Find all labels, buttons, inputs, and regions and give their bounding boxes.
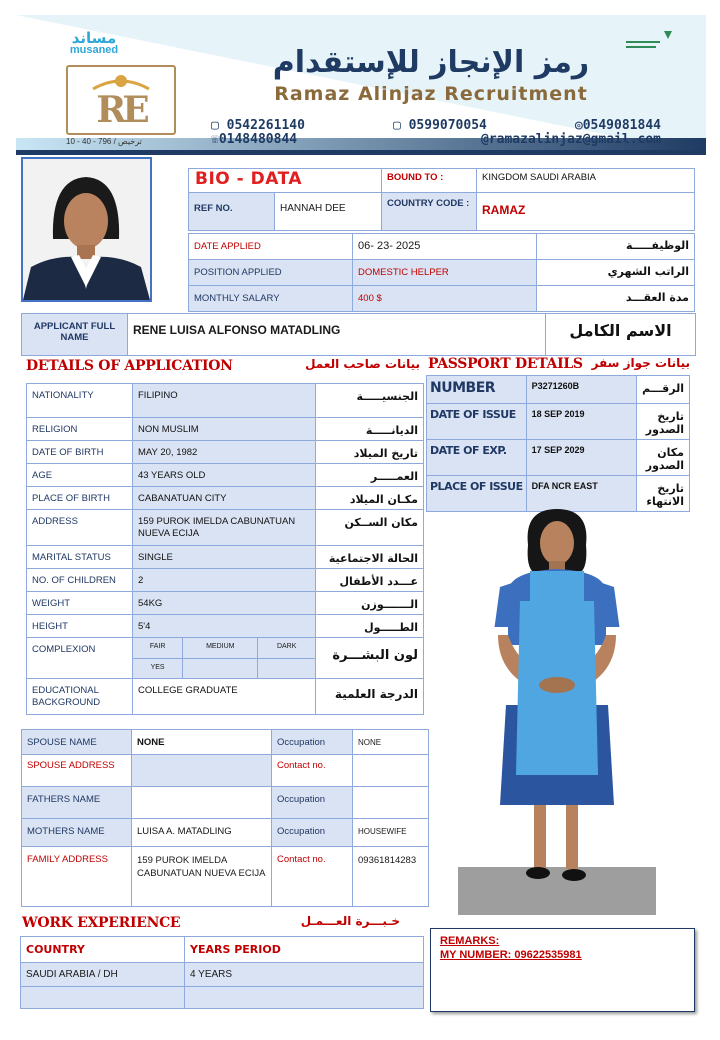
work-country-header bbox=[21, 937, 185, 963]
family-contact-value-cell bbox=[353, 847, 429, 907]
details-ar-cell bbox=[316, 384, 424, 418]
work-country-cell bbox=[21, 963, 185, 987]
details-label-cell bbox=[27, 418, 133, 441]
work-country: SAUDI ARABIA / DH bbox=[26, 969, 118, 980]
spouse-occupation-label-cell bbox=[272, 730, 353, 755]
remarks-label: REMARKS: bbox=[440, 935, 500, 947]
remarks-box bbox=[430, 928, 695, 1012]
details-ar: تاريخ الميلاد bbox=[353, 447, 418, 460]
details-label: ADDRESS bbox=[32, 516, 78, 527]
spouse-occupation-value: NONE bbox=[358, 738, 382, 747]
details-value: 54KG bbox=[138, 598, 163, 609]
remarks-my-number: MY NUMBER: 09622535981 bbox=[440, 949, 582, 961]
details-title: DETAILS OF APPLICATION bbox=[26, 358, 233, 374]
details-label-cell bbox=[27, 569, 133, 592]
date-applied-ar-cell bbox=[537, 234, 695, 260]
details-value: NON MUSLIM bbox=[138, 424, 199, 435]
complexion-fair: FAIR bbox=[133, 638, 183, 658]
details-label-cell bbox=[27, 464, 133, 487]
details-value: 43 YEARS OLD bbox=[138, 470, 206, 481]
passport-ar: الرقـــم bbox=[642, 382, 684, 395]
telephone: ☏0148480844 bbox=[211, 132, 298, 147]
salary-ar: مدة العقـــد bbox=[625, 291, 689, 304]
details-label-cell bbox=[27, 615, 133, 638]
fathers-name-label-cell bbox=[22, 787, 132, 819]
details-row bbox=[27, 487, 424, 510]
passport-row bbox=[427, 376, 690, 404]
details-value: SINGLE bbox=[138, 552, 173, 563]
details-ar: العمـــــر bbox=[370, 470, 418, 483]
details-row bbox=[27, 464, 424, 487]
passport-label-cell bbox=[427, 376, 527, 404]
bound-to-value: KINGDOM SAUDI ARABIA bbox=[482, 172, 597, 183]
passport-label-cell bbox=[427, 404, 527, 440]
date-applied-label-cell bbox=[189, 234, 353, 260]
applicant-label: APPLICANT FULL NAME bbox=[33, 321, 116, 343]
company-logo: RE bbox=[66, 65, 176, 135]
passport-label: NUMBER bbox=[430, 380, 496, 396]
phone-3: ◎0549081844 bbox=[574, 118, 661, 133]
application-summary-table bbox=[188, 233, 695, 312]
details-ar: الحالة الاجتماعية bbox=[328, 552, 418, 565]
details-ar: مكان الســكن bbox=[344, 516, 418, 529]
position-label-cell bbox=[189, 260, 353, 286]
details-label: PLACE OF BIRTH bbox=[32, 493, 110, 504]
details-ar-cell bbox=[316, 487, 424, 510]
spouse-address-value-cell bbox=[132, 755, 272, 787]
passport-ar-cell bbox=[636, 404, 689, 440]
details-row bbox=[27, 510, 424, 546]
phone-1: ▢ 0542261140 bbox=[211, 118, 305, 133]
country-code-label: COUNTRY CODE : bbox=[387, 198, 470, 209]
spouse-contact-label-cell bbox=[272, 755, 353, 787]
applicant-ar: الاسم الكامل bbox=[569, 321, 672, 340]
work-years-cell bbox=[185, 963, 424, 987]
passport-ar-cell bbox=[636, 440, 689, 476]
details-ar-cell bbox=[316, 464, 424, 487]
mothers-occupation-value: HOUSEWIFE bbox=[358, 827, 407, 836]
spouse-address-label: SPOUSE ADDRESS bbox=[27, 760, 115, 771]
work-row bbox=[21, 963, 424, 987]
passport-title: PASSPORT DETAILS bbox=[428, 356, 583, 372]
applicant-full-body-photo bbox=[458, 505, 656, 915]
bound-to-value-cell bbox=[477, 169, 695, 193]
fathers-occupation-label: Occupation bbox=[277, 794, 326, 805]
details-ar: الـــــــوزن bbox=[361, 598, 418, 611]
passport-value-cell bbox=[526, 404, 636, 440]
passport-table bbox=[426, 375, 690, 512]
details-row bbox=[27, 418, 424, 441]
applicant-value-cell bbox=[128, 314, 546, 356]
contact-line bbox=[211, 132, 661, 147]
details-ar-cell bbox=[316, 569, 424, 592]
details-ar: الطـــــول bbox=[364, 621, 418, 634]
details-row bbox=[27, 384, 424, 418]
country-code-label-cell bbox=[382, 193, 477, 231]
details-label-cell bbox=[27, 510, 133, 546]
details-label-cell bbox=[27, 487, 133, 510]
ref-label: REF NO. bbox=[194, 203, 233, 214]
musaned-logo: مساند musaned bbox=[69, 29, 119, 56]
passport-value-cell bbox=[526, 440, 636, 476]
details-value: CABANATUAN CITY bbox=[138, 493, 227, 504]
passport-value: DFA NCR EAST bbox=[531, 481, 598, 491]
salary-value-cell bbox=[353, 286, 537, 312]
mothers-name-value: LUISA A. MATADLING bbox=[137, 826, 232, 837]
country-code-value: RAMAZ bbox=[482, 203, 526, 217]
passport-label: DATE OF ISSUE bbox=[430, 408, 516, 421]
details-label-cell bbox=[27, 384, 133, 418]
mothers-occupation-label: Occupation bbox=[277, 826, 326, 837]
complexion-medium: MEDIUM bbox=[183, 638, 258, 658]
mothers-name-value-cell bbox=[132, 819, 272, 847]
details-label: MARITAL STATUS bbox=[32, 552, 111, 563]
details-value: 5'4 bbox=[138, 621, 151, 632]
passport-ar: تاريخ الصدور bbox=[645, 410, 684, 436]
date-applied-value-cell bbox=[353, 234, 537, 260]
details-label: NATIONALITY bbox=[32, 390, 94, 401]
details-row bbox=[27, 569, 424, 592]
spouse-name-label: SPOUSE NAME bbox=[27, 737, 97, 748]
details-value-cell bbox=[133, 384, 316, 418]
work-years-header bbox=[185, 937, 424, 963]
date-applied-ar: الوظيفـــــة bbox=[625, 239, 689, 252]
details-label: RELIGION bbox=[32, 424, 78, 435]
position-value: DOMESTIC HELPER bbox=[358, 267, 449, 278]
complexion-medium-mark bbox=[183, 658, 258, 678]
mothers-name-label: MOTHERS NAME bbox=[27, 826, 105, 837]
phone-2: ▢ 0599070054 bbox=[392, 118, 487, 133]
details-label: NO. OF CHILDREN bbox=[32, 575, 116, 586]
details-label: AGE bbox=[32, 470, 53, 481]
mothers-occupation-label-cell bbox=[272, 819, 353, 847]
education-ar: الدرجة العلمية bbox=[334, 687, 418, 701]
ref-value: HANNAH DEE bbox=[280, 203, 346, 214]
passport-ar-cell bbox=[636, 376, 689, 404]
passport-ar: مكان الصدور bbox=[645, 446, 684, 472]
details-value-cell bbox=[133, 464, 316, 487]
passport-value-cell bbox=[526, 376, 636, 404]
spouse-name-value: NONE bbox=[137, 737, 165, 748]
passport-row bbox=[427, 440, 690, 476]
details-ar-cell bbox=[316, 510, 424, 546]
bound-to-label-cell bbox=[382, 169, 477, 193]
fathers-occupation-label-cell bbox=[272, 787, 353, 819]
passport-label: DATE OF EXP. bbox=[430, 444, 507, 457]
family-contact-value: 09361814283 bbox=[358, 855, 417, 866]
details-ar-cell bbox=[316, 592, 424, 615]
email: @ramazalinjaz@gmail.com bbox=[480, 132, 661, 147]
details-title-ar: بيانات صاحب العمل bbox=[305, 357, 420, 371]
details-ar-cell bbox=[316, 546, 424, 569]
details-value-cell bbox=[133, 510, 316, 546]
details-value-cell bbox=[133, 441, 316, 464]
mothers-occupation-value-cell bbox=[353, 819, 429, 847]
family-address-label: FAMILY ADDRESS bbox=[27, 854, 108, 865]
work-title: WORK EXPERIENCE bbox=[22, 915, 181, 931]
complexion-options-cell bbox=[133, 638, 316, 679]
passport-row bbox=[427, 404, 690, 440]
spouse-contact-label: Contact no. bbox=[277, 760, 326, 771]
details-ar-cell bbox=[316, 615, 424, 638]
education-ar-cell bbox=[316, 679, 424, 715]
country-code-value-cell bbox=[477, 193, 695, 231]
salary-label: MONTHLY SALARY bbox=[194, 293, 280, 304]
date-applied-value: 06- 23- 2025 bbox=[358, 240, 421, 252]
complexion-dark: DARK bbox=[258, 638, 315, 658]
family-table bbox=[21, 729, 429, 907]
family-address-label-cell bbox=[22, 847, 132, 907]
details-row bbox=[27, 592, 424, 615]
details-value-cell bbox=[133, 487, 316, 510]
details-value: MAY 20, 1982 bbox=[138, 447, 198, 458]
details-value-cell bbox=[133, 546, 316, 569]
work-years: 4 YEARS bbox=[190, 969, 233, 980]
passport-value: 18 SEP 2019 bbox=[531, 409, 585, 419]
family-address-value-cell bbox=[132, 847, 272, 907]
passport-value: 17 SEP 2029 bbox=[531, 445, 585, 455]
passport-label-cell bbox=[427, 440, 527, 476]
salary-label-cell bbox=[189, 286, 353, 312]
spouse-address-label-cell bbox=[22, 755, 132, 787]
ref-value-cell bbox=[275, 193, 382, 231]
education-row bbox=[27, 679, 424, 715]
education-label: EDUCATIONAL BACKGROUND bbox=[32, 685, 101, 708]
mothers-name-label-cell bbox=[22, 819, 132, 847]
passport-label: PLACE OF ISSUE bbox=[430, 480, 523, 493]
date-applied-label: DATE APPLIED bbox=[194, 241, 261, 252]
complexion-ar: لون البشـــرة bbox=[332, 648, 418, 663]
company-title-ar: رمز الإنجاز للإستقدام bbox=[272, 45, 590, 80]
details-ar: الجنسيـــــة bbox=[356, 390, 418, 403]
work-empty-row bbox=[21, 987, 424, 1009]
bound-to-label: BOUND TO : bbox=[387, 172, 444, 183]
details-value: 159 PUROK IMELDA CABUNATUAN NUEVA ECIJA bbox=[138, 516, 296, 539]
details-ar: الديانـــــة bbox=[365, 424, 418, 437]
applicant-ar-cell bbox=[546, 314, 696, 356]
complexion-label: COMPLEXION bbox=[32, 644, 96, 655]
passport-ar: تاريخ الانتهاء bbox=[646, 482, 684, 508]
phone-list bbox=[211, 118, 661, 133]
spouse-occupation-label: Occupation bbox=[277, 737, 326, 748]
education-label-cell bbox=[27, 679, 133, 715]
details-ar-cell bbox=[316, 418, 424, 441]
bio-data-table bbox=[188, 168, 695, 231]
position-label: POSITION APPLIED bbox=[194, 267, 282, 278]
details-row bbox=[27, 615, 424, 638]
complexion-label-cell bbox=[27, 638, 133, 679]
spouse-name-value-cell bbox=[132, 730, 272, 755]
applicant-full-name: RENE LUISA ALFONSO MATADLING bbox=[133, 323, 341, 337]
details-label: WEIGHT bbox=[32, 598, 70, 609]
work-years-header-text: YEARS PERIOD bbox=[190, 943, 281, 956]
details-value: 2 bbox=[138, 575, 144, 586]
education-value-cell bbox=[133, 679, 316, 715]
bio-title-cell bbox=[189, 169, 382, 193]
header-banner bbox=[16, 15, 706, 155]
applicant-name-table bbox=[21, 313, 696, 356]
passport-title-ar: بيانات جواز سفر bbox=[591, 356, 690, 370]
details-ar: عـــدد الأطفال bbox=[339, 575, 418, 588]
details-row bbox=[27, 441, 424, 464]
details-label-cell bbox=[27, 441, 133, 464]
details-value-cell bbox=[133, 569, 316, 592]
details-row bbox=[27, 546, 424, 569]
details-value-cell bbox=[133, 418, 316, 441]
details-value: FILIPINO bbox=[138, 390, 178, 401]
family-address-value: 159 PUROK IMELDA CABUNATUAN NUEVA ECIJA bbox=[137, 855, 266, 879]
details-label: DATE OF BIRTH bbox=[32, 447, 104, 458]
details-label: HEIGHT bbox=[32, 621, 68, 632]
details-label-cell bbox=[27, 592, 133, 615]
salary-ar-cell bbox=[537, 286, 695, 312]
complexion-fair-mark: YES bbox=[133, 658, 183, 678]
details-ar-cell bbox=[316, 441, 424, 464]
family-contact-label-cell bbox=[272, 847, 353, 907]
fathers-occupation-value-cell bbox=[353, 787, 429, 819]
work-table bbox=[20, 936, 424, 1009]
fathers-name-label: FATHERS NAME bbox=[27, 794, 101, 805]
position-value-cell bbox=[353, 260, 537, 286]
work-title-ar: خـبـــرة العـــمـل bbox=[300, 914, 400, 928]
complexion-grid bbox=[133, 638, 315, 678]
applicant-photo bbox=[21, 157, 152, 302]
company-title-en: Ramaz Alinjaz Recruitment bbox=[274, 83, 588, 105]
details-value-cell bbox=[133, 592, 316, 615]
position-ar: الراتب الشهري bbox=[607, 265, 689, 278]
spouse-occupation-value-cell bbox=[353, 730, 429, 755]
position-ar-cell bbox=[537, 260, 695, 286]
ref-label-cell bbox=[189, 193, 275, 231]
salary-value: 400 $ bbox=[358, 293, 382, 304]
work-country-header-text: COUNTRY bbox=[26, 943, 85, 956]
education-value: COLLEGE GRADUATE bbox=[138, 685, 238, 696]
passport-value: P3271260B bbox=[531, 381, 580, 391]
complexion-dark-mark bbox=[258, 658, 315, 678]
license-number: 10 - 40 - 796 / ترخيص bbox=[66, 137, 142, 146]
spouse-name-label-cell bbox=[22, 730, 132, 755]
complexion-row bbox=[27, 638, 424, 679]
details-label-cell bbox=[27, 546, 133, 569]
spouse-contact-value-cell bbox=[353, 755, 429, 787]
details-ar: مكـان الميلاد bbox=[349, 493, 418, 506]
details-value-cell bbox=[133, 615, 316, 638]
family-contact-label: Contact no. bbox=[277, 854, 326, 865]
applicant-label-cell bbox=[22, 314, 128, 356]
bio-title: BIO - DATA bbox=[195, 169, 303, 189]
details-table bbox=[26, 383, 424, 715]
complexion-ar-cell bbox=[316, 638, 424, 679]
fathers-name-value-cell bbox=[132, 787, 272, 819]
